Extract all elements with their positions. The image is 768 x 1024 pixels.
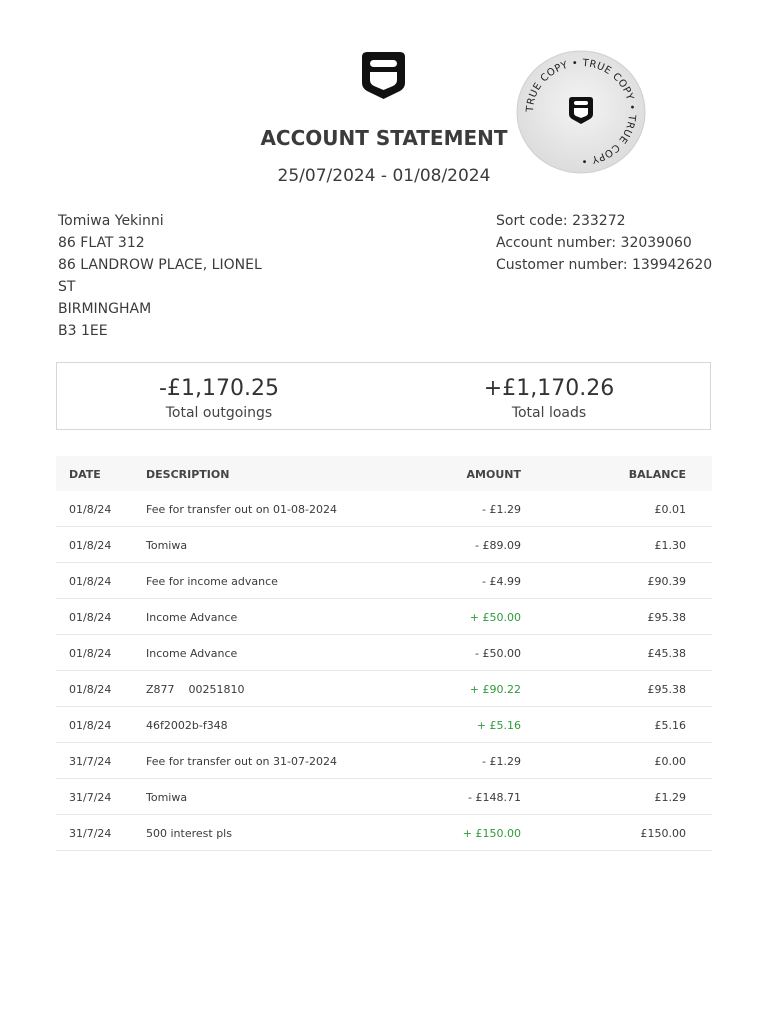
row-date: 31/7/24: [69, 755, 112, 768]
row-date: 01/8/24: [69, 719, 112, 732]
total-loads-label: Total loads: [511, 405, 587, 421]
row-amount: - £1.29: [482, 503, 521, 516]
header-amount: AMOUNT: [466, 468, 521, 481]
row-description: Fee for transfer out on 01-08-2024: [146, 503, 337, 516]
address-line: 86 FLAT 312: [58, 235, 145, 251]
row-balance: £0.01: [654, 503, 686, 516]
row-date: 01/8/24: [69, 503, 112, 516]
svg-text:TRUE COPY • TRUE COPY • TRUE C: TRUE COPY • TRUE COPY • TRUE COPY •: [524, 57, 638, 167]
bank-logo-icon: [359, 50, 408, 100]
table-row: [56, 599, 712, 635]
row-balance: £95.38: [647, 683, 686, 696]
account-details: [496, 210, 756, 276]
row-date: 31/7/24: [69, 827, 112, 840]
transactions-table: [56, 456, 712, 851]
account-number: Account number: 32039060: [496, 235, 692, 251]
row-balance: £95.38: [647, 611, 686, 624]
address-line: 86 LANDROW PLACE, LIONEL: [58, 257, 262, 273]
row-description: Z877 00251810: [146, 683, 245, 696]
row-description: Fee for income advance: [146, 575, 278, 588]
row-date: 01/8/24: [69, 611, 112, 624]
table-header: [56, 456, 712, 491]
row-balance: £45.38: [647, 647, 686, 660]
row-description: Tomiwa: [146, 791, 188, 804]
row-amount: + £5.16: [476, 719, 521, 732]
customer-number: Customer number: 139942620: [496, 257, 713, 273]
table-row: [56, 671, 712, 707]
total-outgoings: [99, 375, 339, 423]
total-loads-amount: +£1,170.26: [483, 376, 615, 401]
totals-box: [56, 362, 711, 430]
row-description: 46f2002b-f348: [146, 719, 228, 732]
table-row: [56, 743, 712, 779]
row-balance: £1.29: [654, 791, 686, 804]
table-row: [56, 527, 712, 563]
row-amount: + £150.00: [462, 827, 521, 840]
row-amount: - £148.71: [468, 791, 521, 804]
header-balance: BALANCE: [628, 468, 686, 481]
row-balance: £150.00: [640, 827, 686, 840]
row-amount: - £4.99: [482, 575, 521, 588]
row-description: Fee for transfer out on 31-07-2024: [146, 755, 337, 768]
row-balance: £5.16: [654, 719, 686, 732]
sort-code: Sort code: 233272: [496, 213, 626, 229]
row-date: 01/8/24: [69, 683, 112, 696]
table-body: [56, 491, 712, 851]
row-description: Income Advance: [146, 647, 238, 660]
address-line: BIRMINGHAM: [58, 301, 152, 317]
total-loads: [429, 375, 669, 423]
true-copy-stamp: [515, 49, 647, 175]
header-description: DESCRIPTION: [146, 468, 230, 481]
row-amount: + £50.00: [469, 611, 521, 624]
row-amount: - £89.09: [475, 539, 521, 552]
row-balance: £90.39: [647, 575, 686, 588]
row-balance: £1.30: [654, 539, 686, 552]
row-date: 01/8/24: [69, 647, 112, 660]
address-line: ST: [58, 279, 76, 295]
customer-address: [58, 210, 298, 342]
table-row: [56, 491, 712, 527]
row-amount: + £90.22: [469, 683, 521, 696]
row-amount: - £1.29: [482, 755, 521, 768]
address-line: B3 1EE: [58, 323, 108, 339]
row-description: Tomiwa: [146, 539, 188, 552]
table-row: [56, 635, 712, 671]
total-outgoings-amount: -£1,170.25: [159, 376, 279, 401]
row-date: 01/8/24: [69, 539, 112, 552]
header-date: DATE: [69, 468, 101, 481]
row-date: 31/7/24: [69, 791, 112, 804]
row-balance: £0.00: [654, 755, 686, 768]
statement-title: ACCOUNT STATEMENT: [260, 126, 508, 150]
row-date: 01/8/24: [69, 575, 112, 588]
total-outgoings-label: Total outgoings: [165, 405, 273, 421]
row-description: Income Advance: [146, 611, 238, 624]
table-row: [56, 815, 712, 851]
table-row: [56, 563, 712, 599]
row-description: 500 interest pls: [146, 827, 232, 840]
table-row: [56, 779, 712, 815]
address-line: Tomiwa Yekinni: [58, 213, 164, 229]
row-amount: - £50.00: [475, 647, 521, 660]
table-row: [56, 707, 712, 743]
statement-period: 25/07/2024 - 01/08/2024: [277, 166, 491, 186]
